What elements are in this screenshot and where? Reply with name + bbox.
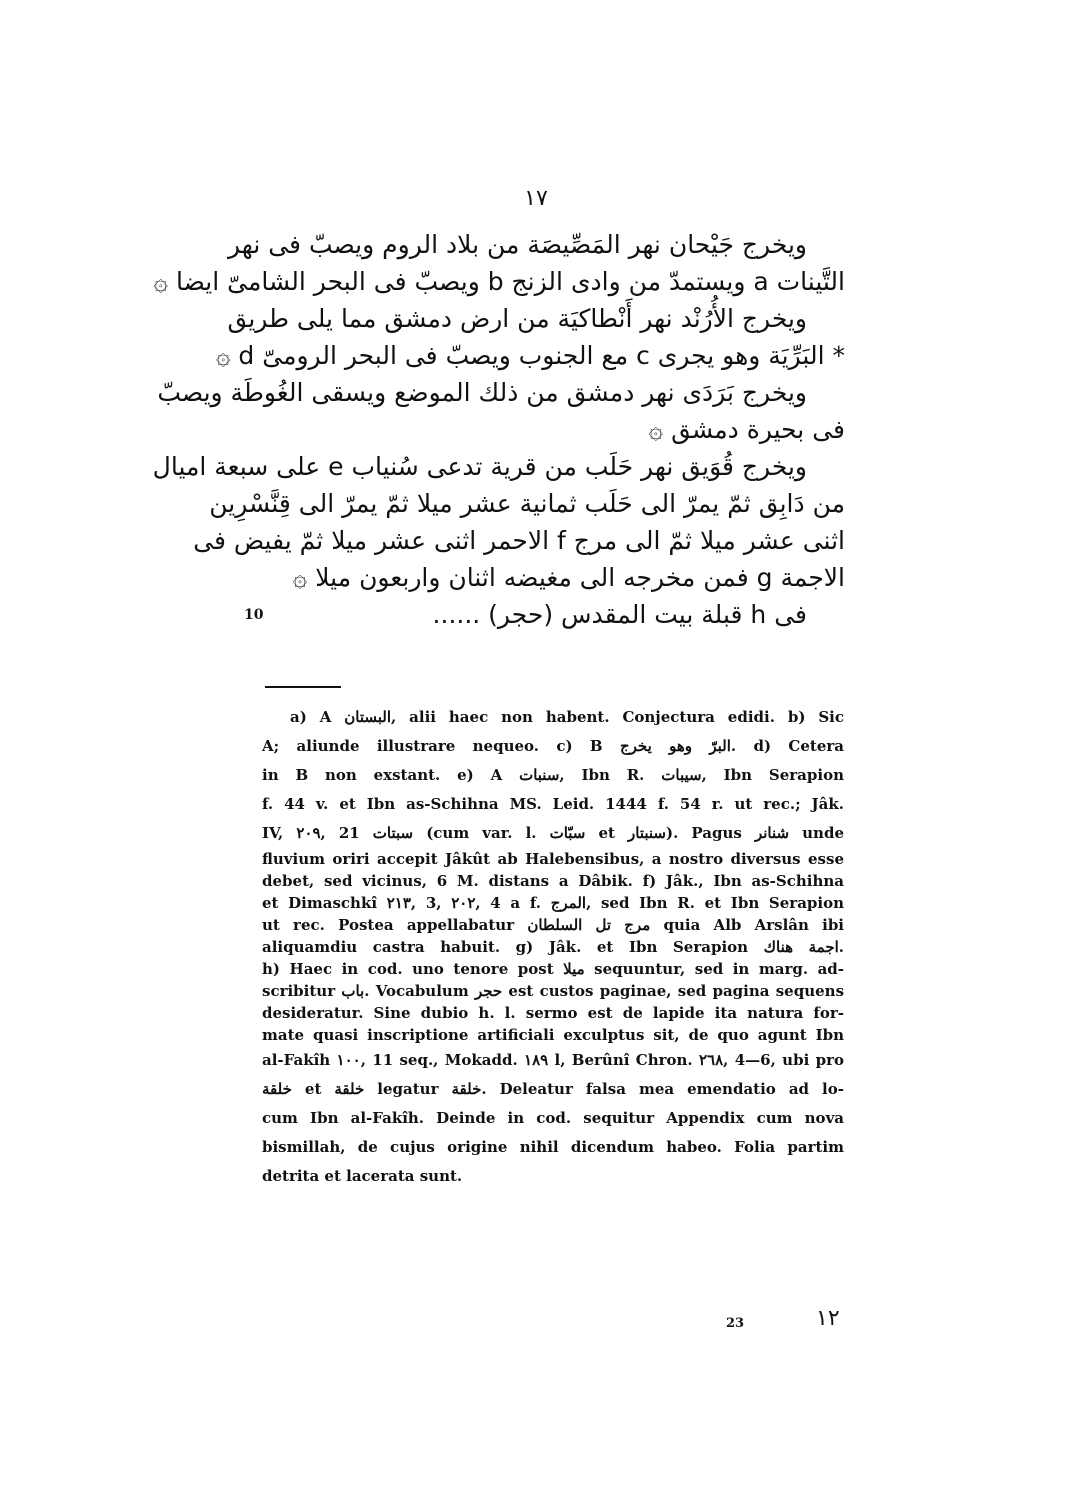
arabic-line: ويخرج جَيْحان نهر المَصِّيصَة من بلاد الروم ويصبّ فى نهر — [228, 230, 807, 259]
footnote-line: h) Haec in cod. uno tenore post ميلا sequuntur, sed in marg. ad- — [262, 960, 845, 978]
arabic-line: التَّينات a ويستمدّ من وادى الزنج b ويصبّ فى البحر الشامىّ ايضا ۞ — [153, 267, 845, 296]
footnotes — [262, 703, 844, 1191]
footnote-line: A; aliunde illustrare nequeo. c) B البرّ وهو يخرج. d) Cetera — [262, 737, 844, 755]
footnote-line: ut rec. Postea appellabatur مرج تل السلطان quia Alb Arslân ibi — [262, 916, 845, 934]
arabic-line: فى بحيرة دمشق ۞ — [648, 415, 845, 444]
footnote-line: fluvium oriri accepit Jâkût ab Halebensibus, a nostro diversus esse — [262, 850, 844, 868]
footnote-line: IV, ٢٠٩, 21 سبتات (cum var. l. سبّات et سنبتار). Pagus شنانر unde — [262, 824, 844, 842]
footnote-line: a) A البستان, alii haec non habent. Conjectura edidi. b) Sic — [290, 708, 844, 726]
arabic-line: فى h قبلة بيت المقدس (حجر) ...... — [432, 600, 807, 629]
footnote-line: desideratur. Sine dubio h. l. sermo est de lapide ita natura for- — [262, 1004, 844, 1022]
footnote-line: in B non exstant. e) A سنبات, Ibn R. سيبات, Ibn Serapion — [262, 766, 844, 784]
arabic-line: ويخرج قُوَيق نهر حَلَب من قرية تدعى سُنياب e على سبعة اميال — [152, 452, 807, 481]
arabic-line: اثنى عشر ميلا ثمّ الى مرج f الاحمر اثنى عشر ميلا ثمّ يفيض فى — [193, 526, 845, 555]
arabic-line: من دَابِق ثمّ يمرّ الى حَلَب ثمانية عشر ميلا ثمّ يمرّ الى قِنَّسْرِين — [209, 489, 845, 518]
footnote-divider — [265, 686, 341, 688]
line-number-marker: 10 — [244, 607, 264, 623]
footnote-line: bismillah, de cujus origine nihil dicendum habeo. Folia partim — [262, 1138, 844, 1156]
footnote-line: mate quasi inscriptione artificiali exculptus sit, de quo agunt Ibn — [262, 1026, 844, 1044]
footnote-line: خلقة et خلقة legatur خلقة. Deleatur falsa mea emendatio ad lo- — [262, 1080, 844, 1098]
signature-mark: 23 — [726, 1316, 745, 1331]
footnote-line: et Dimaschkî ٢١٣, 3, ٢٠٢, 4 a f. المرج, sed Ibn R. et Ibn Serapion — [262, 894, 845, 912]
footnote-line: cum Ibn al-Fakîh. Deinde in cod. sequitur Appendix cum nova — [262, 1109, 844, 1127]
arabic-line: ويخرج الأُرُنْد نهر أَنْطاكيَة من ارض دمشق مما يلى طريق — [227, 304, 807, 333]
footnote-line: detrita et lacerata sunt. — [262, 1167, 463, 1185]
footnote-line: al-Fakîh ١٠٠, 11 seq., Mokadd. ١٨٩ l, Berûnî Chron. ٢٦٨, 4—6, ubi pro — [262, 1051, 845, 1069]
footnote-line: aliquamdiu castra habuit. g) Jâk. et Ibn Serapion اجمة هناك. — [262, 938, 844, 956]
footnote-line: scribitur باب. Vocabulum حجر est custos paginae, sed pagina sequens — [262, 982, 845, 1000]
arabic-line: الاجمة g فمن مخرجه الى مغيضه اثنان واربعون ميلا ۞ — [292, 563, 845, 592]
page-number-top: ١٧ — [524, 186, 548, 211]
arabic-line: ويخرج بَرَدَى نهر دمشق من ذلك الموضع ويسقى الغُوطَة ويصبّ — [157, 378, 807, 407]
footnote-line: f. 44 v. et Ibn as-Schihna MS. Leid. 1444 f. 54 r. ut rec.; Jâk. — [262, 795, 844, 813]
footnote-line: debet, sed vicinus, 6 M. distans a Dâbik. f) Jâk., Ibn as-Schihna — [262, 872, 844, 890]
page-number-bottom: ١٢ — [816, 1306, 840, 1331]
arabic-line: * البَرِّيَة وهو يجرى c مع الجنوب ويصبّ فى البحر الرومىّ d ۞ — [215, 341, 845, 370]
